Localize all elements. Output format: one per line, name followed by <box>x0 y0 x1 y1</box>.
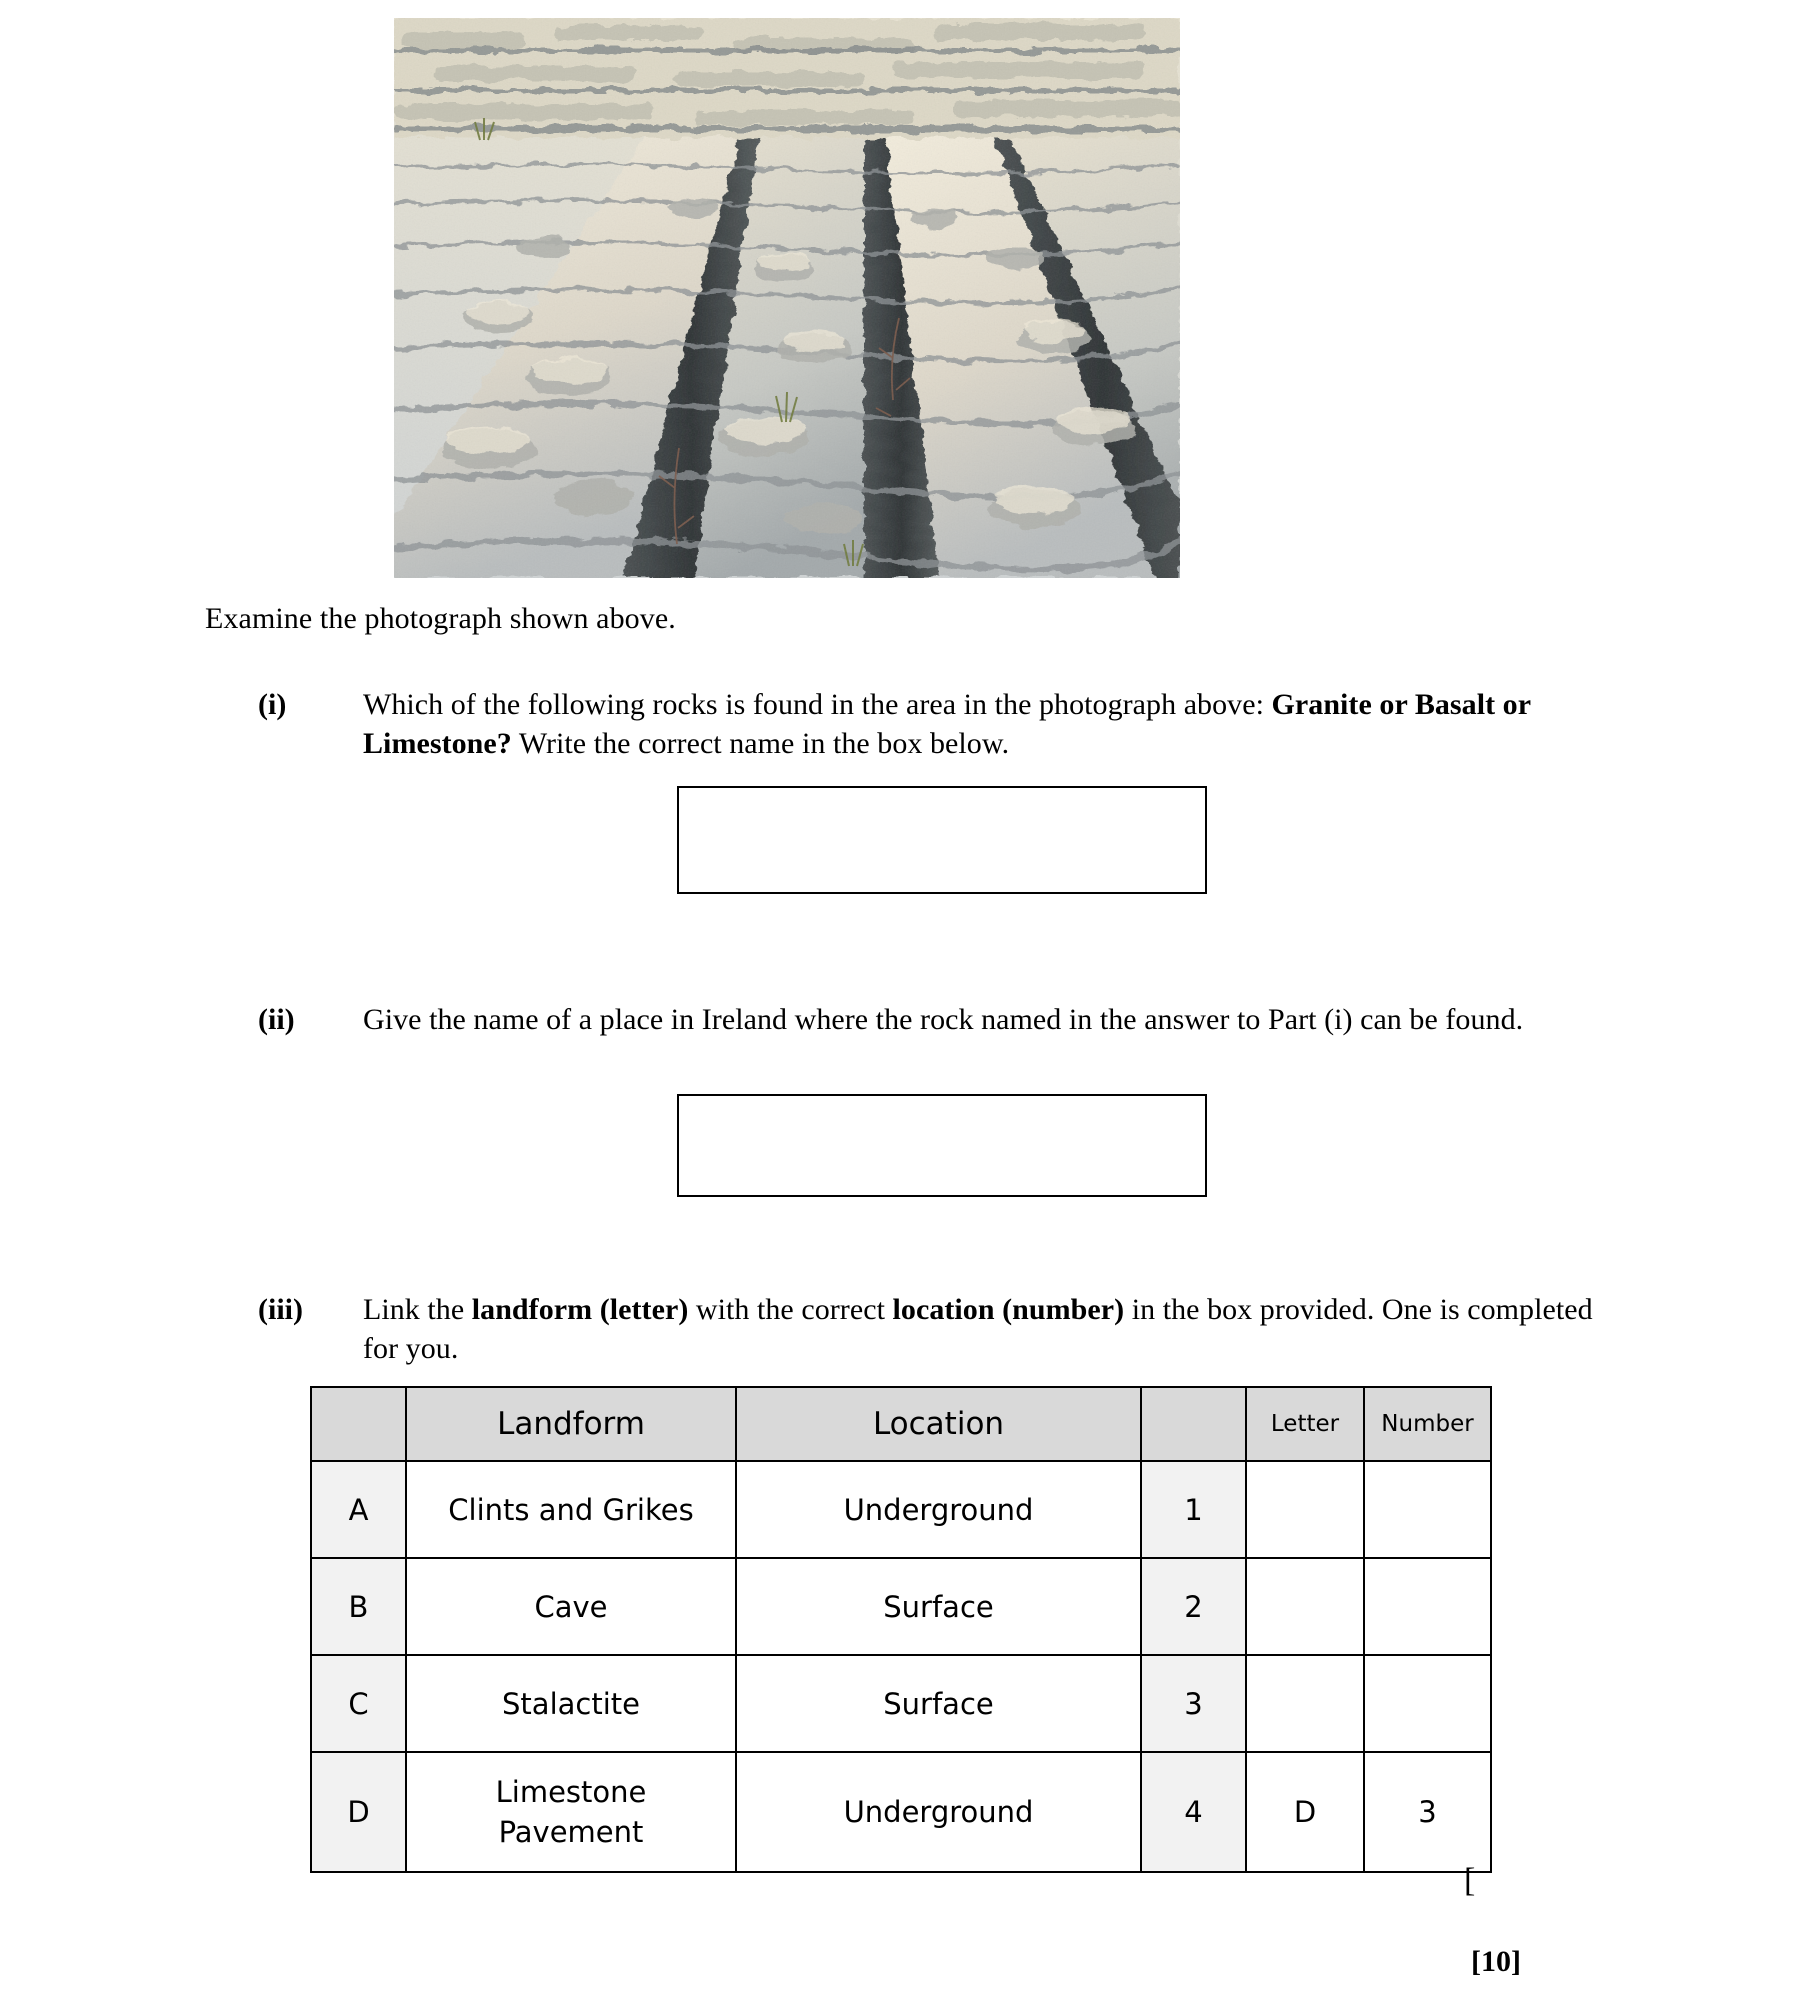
row-d-landform-line1: Limestone <box>495 1774 647 1809</box>
question-i-text <box>363 685 1603 763</box>
row-a-landform: Clints and Grikes <box>406 1461 736 1558</box>
row-c-letter: C <box>311 1655 406 1752</box>
row-a-letter: A <box>311 1461 406 1558</box>
question-i-number: (i) <box>258 688 287 721</box>
row-d-number: 4 <box>1141 1752 1246 1872</box>
instruction-text: Examine the photograph shown above. <box>205 602 676 635</box>
question-iii-part-5: in the box provided. One is completed for you. <box>363 1293 1593 1365</box>
answer-box-ii[interactable] <box>677 1094 1207 1197</box>
table-header-row <box>311 1387 1491 1461</box>
question-iii-number: (iii) <box>258 1293 303 1326</box>
table-row <box>311 1558 1491 1655</box>
landform-location-table <box>310 1386 1492 1873</box>
landform-location-table-wrap <box>310 1386 1490 1873</box>
row-a-location: Underground <box>736 1461 1141 1558</box>
row-b-letter: B <box>311 1558 406 1655</box>
row-a-answer-number[interactable] <box>1364 1461 1491 1558</box>
row-d-landform-line2: Pavement <box>498 1815 644 1849</box>
question-ii <box>258 1000 1603 1039</box>
table-row <box>311 1655 1491 1752</box>
limestone-pavement-photograph <box>394 18 1180 578</box>
row-b-landform: Cave <box>406 1558 736 1655</box>
question-ii-text: Give the name of a place in Ireland where the rock named in the answer to Part (i) can be found. <box>363 1003 1524 1036</box>
marks-allocation: [10] <box>1471 1945 1521 1978</box>
limestone-pavement-illustration <box>394 18 1180 578</box>
row-d-letter: D <box>311 1752 406 1872</box>
row-c-number: 3 <box>1141 1655 1246 1752</box>
header-location: Location <box>736 1387 1141 1461</box>
table-row <box>311 1461 1491 1558</box>
row-d-answer-letter[interactable]: D <box>1246 1752 1364 1872</box>
row-b-location: Surface <box>736 1558 1141 1655</box>
question-ii-number: (ii) <box>258 1003 295 1036</box>
question-iii-part-4: location (number) <box>892 1293 1125 1326</box>
header-answer-letter: Letter <box>1246 1387 1364 1461</box>
question-i-part-2: Granite or Basalt or Limestone? <box>363 688 1531 760</box>
row-c-answer-letter[interactable] <box>1246 1655 1364 1752</box>
header-blank-number <box>1141 1387 1246 1461</box>
question-iii-part-3: with the correct <box>688 1293 893 1326</box>
header-landform: Landform <box>406 1387 736 1461</box>
row-a-answer-letter[interactable] <box>1246 1461 1364 1558</box>
row-d-landform <box>406 1752 736 1872</box>
question-i-part-3: Write the correct name in the box below. <box>511 727 1010 760</box>
header-blank-letter <box>311 1387 406 1461</box>
table-row <box>311 1752 1491 1872</box>
header-answer-number: Number <box>1364 1387 1491 1461</box>
question-iii-part-2: landform (letter) <box>471 1293 689 1326</box>
row-c-landform: Stalactite <box>406 1655 736 1752</box>
question-iii <box>258 1290 1603 1368</box>
question-iii-part-1: Link the <box>363 1293 472 1326</box>
question-i <box>258 685 1603 763</box>
row-d-answer-number[interactable]: 3 <box>1364 1752 1491 1872</box>
answer-box-i[interactable] <box>677 786 1207 894</box>
row-a-number: 1 <box>1141 1461 1246 1558</box>
question-i-part-1: Which of the following rocks is found in the area in the photograph above: <box>363 688 1272 721</box>
row-c-answer-number[interactable] <box>1364 1655 1491 1752</box>
row-d-location: Underground <box>736 1752 1141 1872</box>
stray-bracket: [ <box>1464 1862 1476 1899</box>
row-b-answer-number[interactable] <box>1364 1558 1491 1655</box>
row-b-answer-letter[interactable] <box>1246 1558 1364 1655</box>
row-b-number: 2 <box>1141 1558 1246 1655</box>
row-c-location: Surface <box>736 1655 1141 1752</box>
question-iii-text <box>363 1290 1603 1368</box>
